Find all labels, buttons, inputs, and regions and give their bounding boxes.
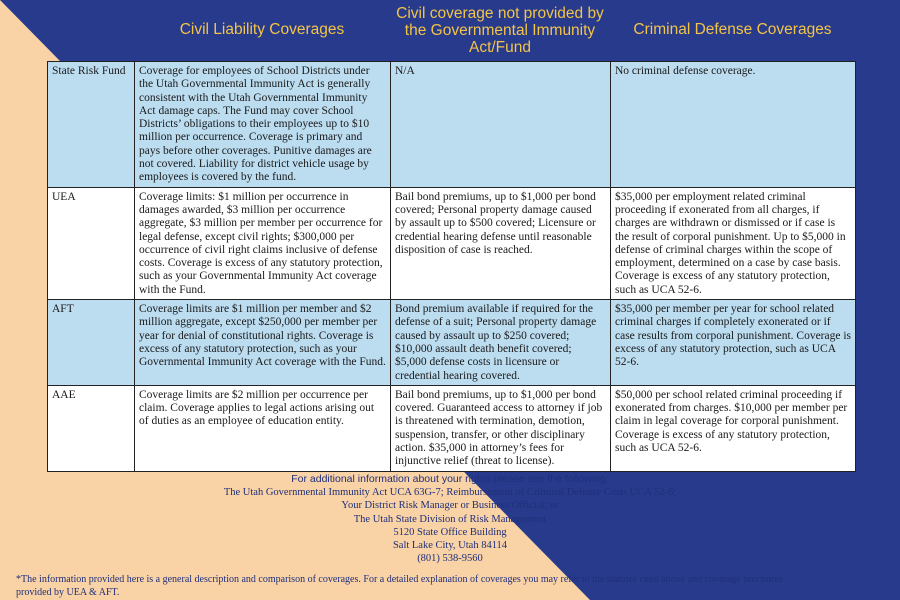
criminal-cell: $50,000 per school related criminal proceeding if exonerated from charges. $10,000 per member per claim in legal coverage for corporal punishment. Coverage is excess of any statutory protection, such as UCA 52-6. [611, 385, 856, 471]
info-line: Your District Risk Manager or Business Official; or [341, 500, 559, 512]
row-label: UEA [48, 187, 135, 299]
row-label: State Risk Fund [48, 62, 135, 188]
civil-cell: Coverage limits: $1 million per occurrence in damages awarded, $3 million per occurrence aggregate, $3 million per member per occurrence for legal defense, except civil rights; $300,000 per occurrence of civil right claims inclusive of defense costs. Coverage is excess of any statutory protection, such as your Governmental Immunity Act coverage with the Fund. [135, 187, 391, 299]
table-row [48, 187, 856, 299]
info-line: The Utah State Division of Risk Management [353, 513, 547, 525]
info-line: 5120 State Office Building [393, 526, 507, 538]
row-label: AAE [48, 385, 135, 471]
civil-cell: Coverage limits are $1 million per member and $2 million aggregate, except $250,000 per member per year for denial of constitutional rights. Coverage is excess of any statutory protection, such as your Governmental Immunity Act coverage with the Fund. [135, 300, 391, 386]
info-line: The Utah Governmental Immunity Act UCA 63G-7; Reimbursement of Criminal Defense Costs UCA 52-6; [223, 487, 677, 498]
not-provided-cell: N/A [391, 62, 611, 188]
additional-info [0, 473, 900, 566]
column-headers [0, 0, 900, 60]
criminal-cell: No criminal defense coverage. [611, 62, 856, 188]
civil-cell: Coverage limits are $2 million per occurrence per claim. Coverage applies to legal actions arising out of duties as an employee of education entity. [135, 385, 391, 471]
table-row [48, 62, 856, 188]
info-line: (801) 538-9560 [417, 553, 483, 565]
header-criminal-defense: Criminal Defense Coverages [633, 21, 832, 38]
not-provided-cell: Bail bond premiums, up to $1,000 per bond covered. Guaranteed access to attorney if job is threatened with termination, demotion, suspension, transfer, or other disciplinary action. $35,000 in attorney’s fees for injunctive relief (threat to license). [391, 385, 611, 471]
row-label: AFT [48, 300, 135, 386]
footnote: *The information provided here is a general description and comparison of coverages. For a detailed explanation of coverages you may refer to the statutes cited above and coverage brochures provided by UEA & AFT. [16, 574, 783, 598]
additional-info-lead: For additional information about your rights please see the following: [291, 473, 609, 485]
table-row [48, 385, 856, 471]
criminal-cell: $35,000 per employment related criminal proceeding if exonerated from all charges, if charges are withdrawn or dismissed or if case is the result of corporal punishment. Up to $5,000 in defense of criminal charges within the scope of employment, determined on a case by case basis. Coverage is excess of any statutory protection, such as UCA 52-6. [611, 187, 856, 299]
civil-cell: Coverage for employees of School Districts under the Utah Governmental Immunity Act is generally consistent with the Utah Governmental Immunity Act damage caps. The Fund may cover School Districts’ obligations to their employees up to $10 million per occurrence. Coverage is primary and pays before other coverages. Punitive damages are not covered. Liability for district vehicle usage by employees is covered by the fund. [135, 62, 391, 188]
criminal-cell: $35,000 per member per year for school related criminal charges if completely exonerated or if case results from corporal punishment. Coverage is excess of any statutory protection, such as UCA 52-6. [611, 300, 856, 386]
header-not-provided: Civil coverage not provided by the Governmental Immunity Act/Fund [396, 5, 604, 56]
not-provided-cell: Bond premium available if required for the defense of a suit; Personal property damage caused by assault up to $250 covered; $10,000 assault death benefit covered; $5,000 defense costs in licensure or credential hearing covered. [391, 300, 611, 386]
table-row [48, 300, 856, 386]
coverage-table [47, 61, 856, 472]
not-provided-cell: Bail bond premiums, up to $1,000 per bond covered; Personal property damage caused by assault up to $500 covered; Licensure or credential hearing defense until reasonable disposition of case is reached. [391, 187, 611, 299]
info-line: Salt Lake City, Utah 84114 [392, 540, 508, 552]
header-civil-liability: Civil Liability Coverages [179, 21, 345, 38]
